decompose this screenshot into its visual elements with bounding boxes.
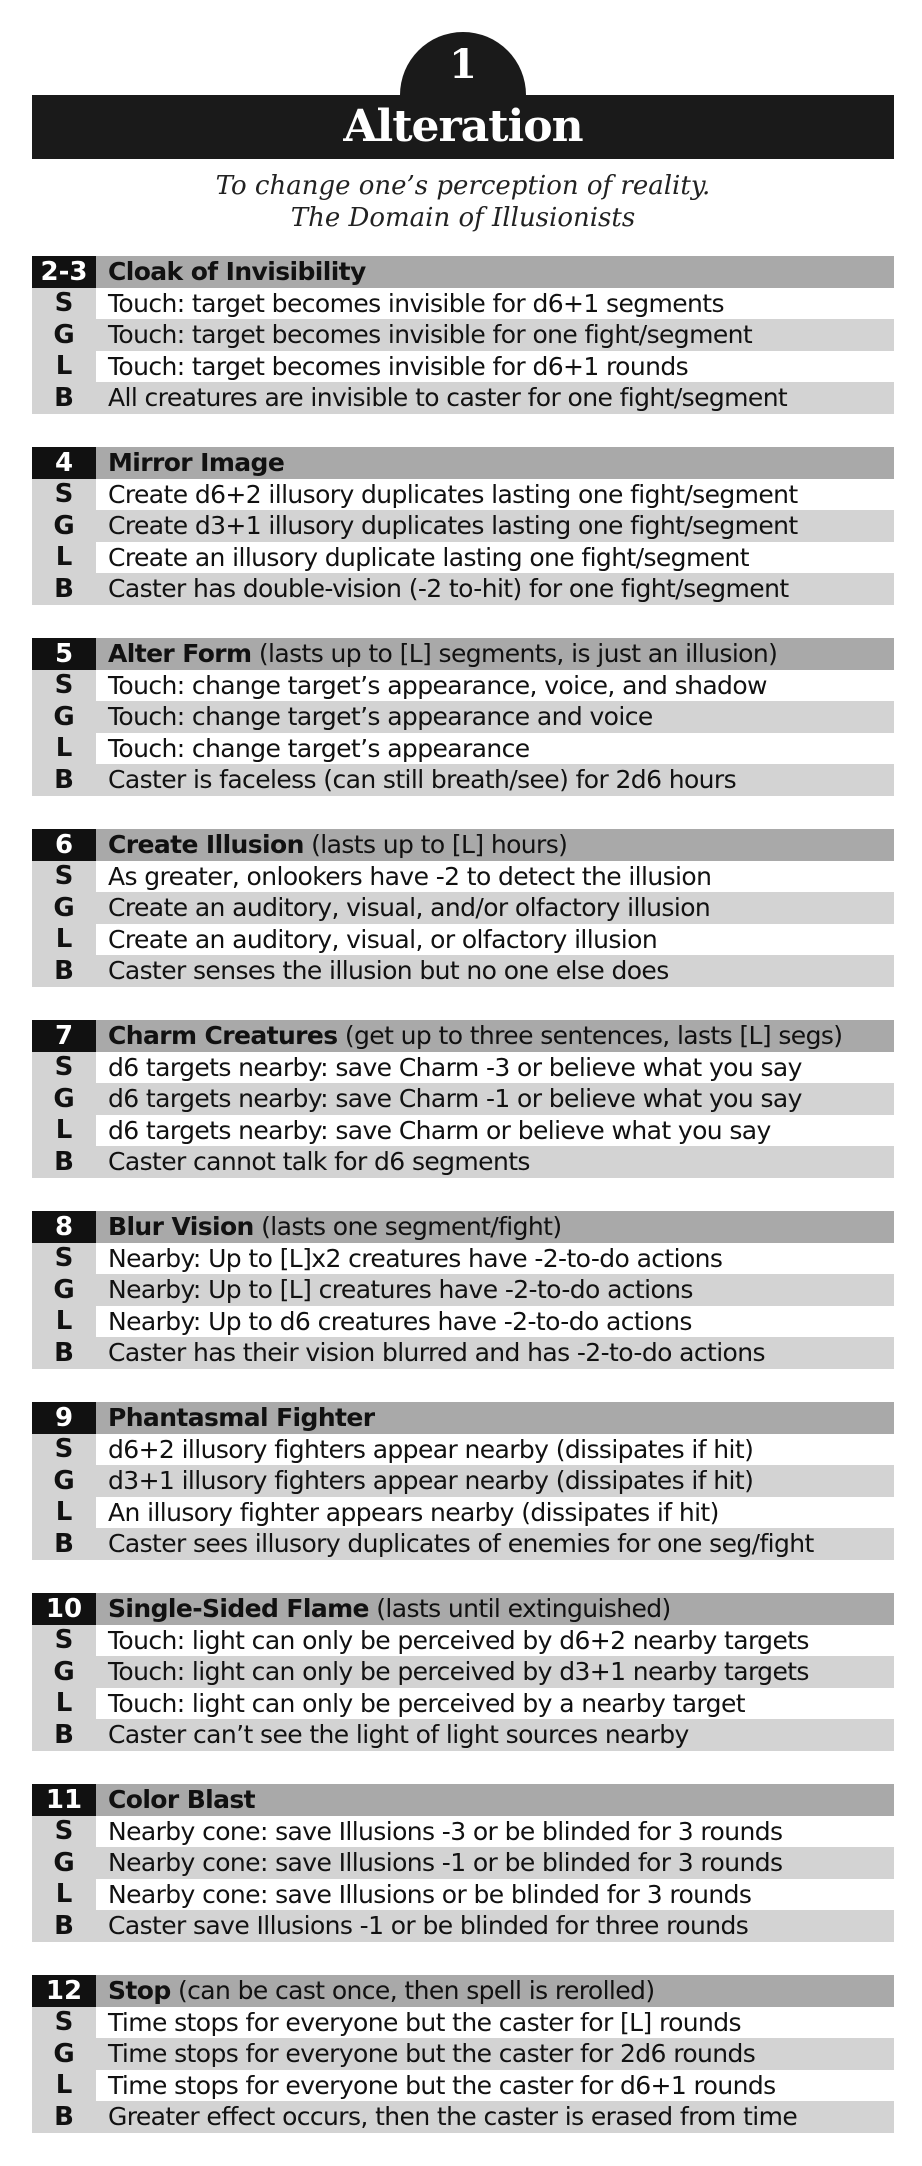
- effect-text: Create an auditory, visual, or olfactory illusion: [108, 924, 658, 954]
- effect-key: S: [32, 861, 96, 893]
- effect-text: Touch: light can only be perceived by d6+2 nearby targets: [108, 1625, 809, 1655]
- effect-key: G: [32, 510, 96, 542]
- effect-row: [32, 861, 894, 893]
- effect-key: G: [32, 1083, 96, 1115]
- effect-text: Time stops for everyone but the caster for 2d6 rounds: [108, 2039, 756, 2068]
- effect-text: Touch: target becomes invisible for one fight/segment: [108, 320, 753, 349]
- effect-text: Caster senses the illusion but no one else does: [108, 956, 669, 985]
- effect-row: [32, 1465, 894, 1497]
- effect-text: Touch: light can only be perceived by d3+1 nearby targets: [108, 1657, 809, 1686]
- effect-row: [32, 1052, 894, 1084]
- spell-name: Alter Form: [108, 639, 252, 668]
- effect-text: d6 targets nearby: save Charm -3 or believe what you say: [108, 1052, 802, 1082]
- effect-row: [32, 1847, 894, 1879]
- effect-key: S: [32, 479, 96, 511]
- effect-text: Touch: change target’s appearance and voice: [108, 702, 653, 731]
- effect-text: Nearby cone: save Illusions -1 or be blinded for 3 rounds: [108, 1848, 783, 1877]
- effect-row: [32, 892, 894, 924]
- spell-table-page: [32, 0, 894, 2132]
- spell-roll: 12: [32, 1975, 96, 2007]
- spell-title: [96, 1402, 374, 1434]
- effect-row: [32, 351, 894, 383]
- spell-roll: 8: [32, 1211, 96, 1243]
- effect-key: L: [32, 1497, 96, 1529]
- spell-title-row: [32, 1593, 894, 1625]
- spell-title-row: [32, 1784, 894, 1816]
- effect-key: L: [32, 542, 96, 574]
- spell-title: [96, 1975, 655, 2007]
- spell-note: (get up to three sentences, lasts [L] segs): [344, 1021, 843, 1050]
- spell-name: Single-Sided Flame: [108, 1594, 369, 1623]
- effect-row: [32, 382, 894, 414]
- effect-key: B: [32, 1910, 96, 1942]
- spell-name: Color Blast: [108, 1785, 256, 1814]
- effect-key: G: [32, 319, 96, 351]
- spell-roll: 4: [32, 447, 96, 479]
- effect-text: Caster cannot talk for d6 segments: [108, 1147, 530, 1176]
- effect-key: B: [32, 764, 96, 796]
- effect-row: [32, 1719, 894, 1751]
- effect-text: Nearby cone: save Illusions -3 or be blinded for 3 rounds: [108, 1816, 783, 1846]
- spell-block: [32, 1402, 894, 1593]
- effect-key: G: [32, 892, 96, 924]
- effect-row: [32, 542, 894, 574]
- effect-key: S: [32, 1243, 96, 1275]
- spell-block: [32, 1593, 894, 1784]
- effect-row: [32, 1625, 894, 1657]
- spell-block: [32, 638, 894, 829]
- spell-roll: 6: [32, 829, 96, 861]
- effect-row: [32, 510, 894, 542]
- effect-row: [32, 1656, 894, 1688]
- effect-text: Caster is faceless (can still breath/see) for 2d6 hours: [108, 765, 737, 794]
- effect-key: G: [32, 1847, 96, 1879]
- effect-key: S: [32, 1052, 96, 1084]
- effect-key: L: [32, 1879, 96, 1911]
- effect-row: [32, 1337, 894, 1369]
- effect-key: L: [32, 1306, 96, 1338]
- spell-block: [32, 1211, 894, 1402]
- effect-text: Touch: light can only be perceived by a nearby target: [108, 1688, 745, 1718]
- effect-text: Caster sees illusory duplicates of enemies for one seg/fight: [108, 1529, 814, 1558]
- effect-row: [32, 1146, 894, 1178]
- effect-row: [32, 1688, 894, 1720]
- spell-roll: 7: [32, 1020, 96, 1052]
- effect-row: [32, 1083, 894, 1115]
- spell-note: (lasts up to [L] hours): [311, 830, 568, 859]
- effect-row: [32, 1434, 894, 1466]
- spell-block: [32, 1784, 894, 1975]
- page-title: Alteration: [343, 101, 583, 152]
- effect-key: L: [32, 1115, 96, 1147]
- spell-block: [32, 447, 894, 638]
- effect-row: [32, 1115, 894, 1147]
- effect-text: An illusory fighter appears nearby (dissipates if hit): [108, 1497, 719, 1527]
- spell-block: [32, 1975, 894, 2166]
- effect-text: Time stops for everyone but the caster for [L] rounds: [108, 2007, 741, 2037]
- effect-text: Nearby: Up to d6 creatures have -2-to-do actions: [108, 1306, 692, 1336]
- effect-key: B: [32, 1719, 96, 1751]
- effect-key: B: [32, 1337, 96, 1369]
- spell-roll: 11: [32, 1784, 96, 1816]
- effect-key: B: [32, 2101, 96, 2133]
- effect-text: Create an illusory duplicate lasting one fight/segment: [108, 542, 749, 572]
- effect-key: S: [32, 1625, 96, 1657]
- page-header: [32, 0, 894, 160]
- spell-title: [96, 1593, 671, 1625]
- spell-roll: 5: [32, 638, 96, 670]
- effect-key: L: [32, 1688, 96, 1720]
- effect-key: S: [32, 1434, 96, 1466]
- effect-row: [32, 2007, 894, 2039]
- effect-row: [32, 955, 894, 987]
- spell-title: [96, 1020, 842, 1052]
- effect-text: Caster has their vision blurred and has -2-to-do actions: [108, 1338, 765, 1367]
- effect-text: Touch: target becomes invisible for d6+1 segments: [108, 288, 724, 318]
- effect-text: Nearby: Up to [L]x2 creatures have -2-to-do actions: [108, 1243, 723, 1273]
- effect-row: [32, 288, 894, 320]
- spell-title-row: [32, 1975, 894, 2007]
- effect-key: B: [32, 573, 96, 605]
- effect-text: d6+2 illusory fighters appear nearby (dissipates if hit): [108, 1434, 754, 1464]
- effect-key: G: [32, 701, 96, 733]
- effect-key: B: [32, 1146, 96, 1178]
- effect-key: G: [32, 2038, 96, 2070]
- effect-row: [32, 1910, 894, 1942]
- effect-key: L: [32, 351, 96, 383]
- effect-row: [32, 764, 894, 796]
- effect-key: S: [32, 2007, 96, 2039]
- spell-title: [96, 638, 777, 670]
- spell-title: [96, 1784, 255, 1816]
- spell-title-row: [32, 256, 894, 288]
- effect-key: S: [32, 670, 96, 702]
- spell-note: (can be cast once, then spell is rerolled): [178, 1976, 655, 2005]
- spell-name: Phantasmal Fighter: [108, 1403, 375, 1432]
- spell-title: [96, 829, 567, 861]
- effect-row: [32, 733, 894, 765]
- effect-text: Caster save Illusions -1 or be blinded for three rounds: [108, 1911, 749, 1940]
- effect-row: [32, 2038, 894, 2070]
- spell-note: (lasts until extinguished): [376, 1594, 671, 1623]
- effect-row: [32, 1879, 894, 1911]
- effect-text: As greater, onlookers have -2 to detect the illusion: [108, 861, 712, 891]
- spell-name: Stop: [108, 1976, 171, 2005]
- effect-row: [32, 670, 894, 702]
- effect-key: B: [32, 382, 96, 414]
- spell-name: Blur Vision: [108, 1212, 254, 1241]
- effect-text: Touch: change target’s appearance: [108, 733, 530, 763]
- effect-text: d3+1 illusory fighters appear nearby (dissipates if hit): [108, 1466, 754, 1495]
- spell-list: [32, 256, 894, 2166]
- spell-name: Cloak of Invisibility: [108, 257, 366, 286]
- spell-roll: 9: [32, 1402, 96, 1434]
- spell-title: [96, 1211, 562, 1243]
- effect-text: d6 targets nearby: save Charm or believe what you say: [108, 1115, 771, 1145]
- effect-row: [32, 319, 894, 351]
- spell-title-row: [32, 1211, 894, 1243]
- subtitle-line-2: The Domain of Illusionists: [290, 203, 636, 233]
- effect-row: [32, 1528, 894, 1560]
- effect-key: S: [32, 1816, 96, 1848]
- domain-number: 1: [449, 41, 477, 88]
- effect-text: Create d6+2 illusory duplicates lasting one fight/segment: [108, 479, 798, 509]
- spell-title: [96, 256, 366, 288]
- effect-text: Caster has double-vision (-2 to-hit) for one fight/segment: [108, 574, 789, 603]
- effect-key: G: [32, 1465, 96, 1497]
- effect-key: L: [32, 924, 96, 956]
- effect-row: [32, 2070, 894, 2102]
- subtitle-line-1: To change one’s perception of reality.: [215, 171, 711, 201]
- spell-roll: 2-3: [32, 256, 96, 288]
- effect-row: [32, 1497, 894, 1529]
- subtitle: [32, 170, 894, 234]
- effect-key: G: [32, 1656, 96, 1688]
- spell-name: Mirror Image: [108, 448, 285, 477]
- effect-key: B: [32, 1528, 96, 1560]
- spell-note: (lasts one segment/fight): [261, 1212, 562, 1241]
- effect-text: Nearby: Up to [L] creatures have -2-to-do actions: [108, 1275, 693, 1304]
- effect-row: [32, 1816, 894, 1848]
- spell-name: Create Illusion: [108, 830, 304, 859]
- effect-text: Touch: change target’s appearance, voice, and shadow: [108, 670, 767, 700]
- effect-text: Touch: target becomes invisible for d6+1 rounds: [108, 351, 689, 381]
- effect-row: [32, 1306, 894, 1338]
- effect-text: Nearby cone: save Illusions or be blinded for 3 rounds: [108, 1879, 752, 1909]
- spell-title-row: [32, 1020, 894, 1052]
- effect-key: L: [32, 733, 96, 765]
- spell-title-row: [32, 1402, 894, 1434]
- effect-key: S: [32, 288, 96, 320]
- spell-roll: 10: [32, 1593, 96, 1625]
- effect-row: [32, 1274, 894, 1306]
- effect-text: Caster can’t see the light of light sources nearby: [108, 1720, 689, 1749]
- effect-row: [32, 924, 894, 956]
- effect-key: L: [32, 2070, 96, 2102]
- spell-title: [96, 447, 284, 479]
- effect-key: B: [32, 955, 96, 987]
- effect-text: Create d3+1 illusory duplicates lasting one fight/segment: [108, 511, 798, 540]
- effect-text: d6 targets nearby: save Charm -1 or believe what you say: [108, 1084, 802, 1113]
- spell-name: Charm Creatures: [108, 1021, 338, 1050]
- effect-text: All creatures are invisible to caster for one fight/segment: [108, 383, 788, 412]
- spell-title-row: [32, 829, 894, 861]
- effect-row: [32, 1243, 894, 1275]
- effect-key: G: [32, 1274, 96, 1306]
- spell-title-row: [32, 447, 894, 479]
- spell-block: [32, 829, 894, 1020]
- effect-row: [32, 701, 894, 733]
- effect-row: [32, 2101, 894, 2133]
- spell-title-row: [32, 638, 894, 670]
- effect-text: Time stops for everyone but the caster for d6+1 rounds: [108, 2070, 776, 2100]
- effect-text: Create an auditory, visual, and/or olfactory illusion: [108, 893, 711, 922]
- effect-row: [32, 573, 894, 605]
- spell-note: (lasts up to [L] segments, is just an illusion): [258, 639, 778, 668]
- effect-row: [32, 479, 894, 511]
- spell-block: [32, 256, 894, 447]
- spell-block: [32, 1020, 894, 1211]
- effect-text: Greater effect occurs, then the caster is erased from time: [108, 2102, 798, 2131]
